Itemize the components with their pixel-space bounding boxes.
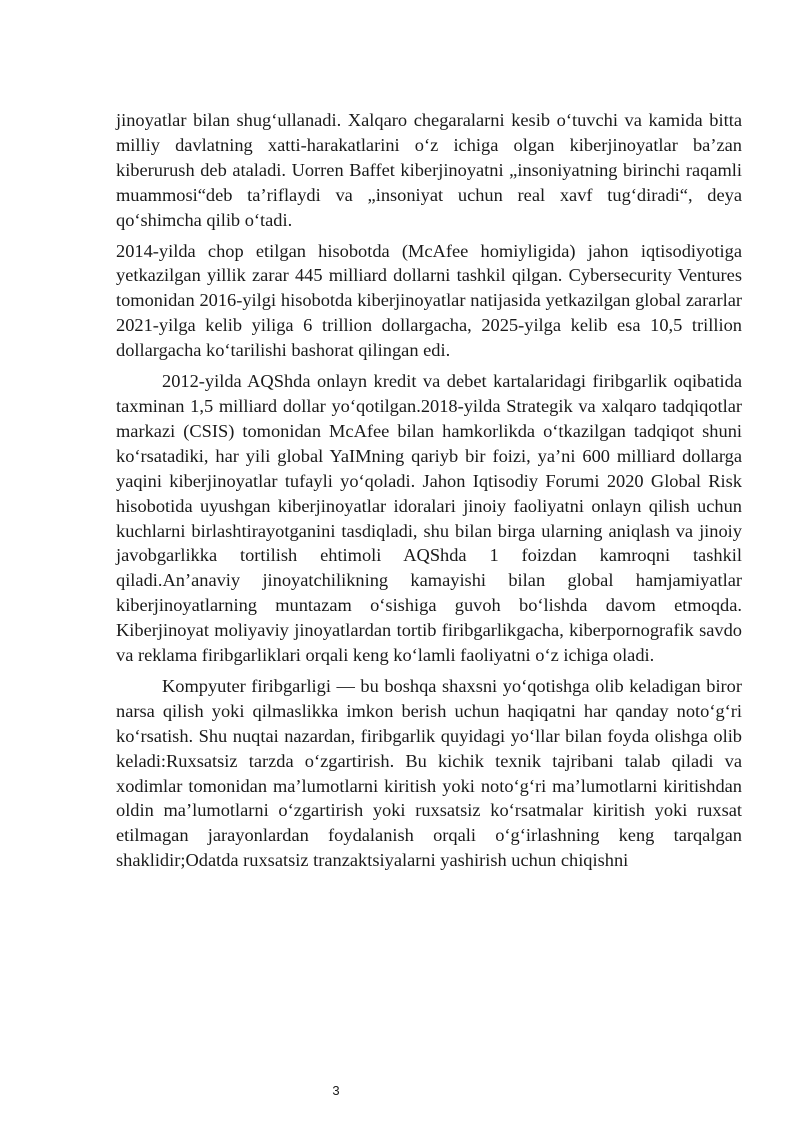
- paragraph-1: jinoyatlar bilan shug‘ullanadi. Xalqaro chegaralarni kesib o‘tuvchi va kamida bitta milliy davlatning xatti-harakatlarini o‘z ichiga olgan kiberjinoyatlar ba’zan kiberurush deb ataladi. Uorren Baffet kiberjinoyatni „insoniyatning birinchi raqamli muammosi“deb ta’riflaydi va „insoniyat uchun real xavf tug‘diradi“, deya qo‘shimcha qilib o‘tadi.: [116, 110, 742, 230]
- paragraph-4: Kompyuter firibgarligi — bu boshqa shaxsni yo‘qotishga olib keladigan biror narsa qilish yoki qilmaslikka imkon berish uchun haqiqatni har qanday noto‘g‘ri ko‘rsatish. Shu nuqtai nazardan, firibgarlik quyidagi yo‘llar bilan foyda olishga olib keladi:Ruxsatsiz tarzda o‘zgartirish. Bu kichik texnik tajribani talab qiladi va xodimlar tomonidan ma’lumotlarni kiritish yoki noto‘g‘ri ma’lumotlarni kiritishdan oldin ma’lumotlarni o‘zgartirish yoki ruxsatsiz ko‘rsatmalar kiritish yoki ruxsat etilmagan jarayonlardan foydalanish orqali o‘g‘irlashning keng tarqalgan shaklidir;Odatda ruxsatsiz tranzaktsiyalarni yashirish uchun chiqishni: [116, 675, 742, 871]
- paragraph-2: 2014-yilda chop etilgan hisobotda (McAfee homiyligida) jahon iqtisodiyotiga yetkazilgan yillik zarar 445 milliard dollarni tashkil qilgan. Cybersecurity Ventures tomonidan 2016-yilgi hisobotda kiberjinoyatlar natijasida yetkazilgan global zararlar 2021-yilga kelib yiliga 6 trillion dollargacha, 2025-yilga kelib esa 10,5 trillion dollargacha ko‘tarilishi bashorat qilingan edi.: [116, 240, 742, 361]
- page-number: 3: [332, 1083, 340, 1098]
- document-page: [116, 108, 742, 873]
- paragraph-3: 2012-yilda AQShda onlayn kredit va debet kartalaridagi firibgarlik oqibatida taxminan 1,5 milliard dollar yo‘qotilgan.2018-yilda Strategik va xalqaro tadqiqotlar markazi (CSIS) tomonidan McAfee bilan hamkorlikda o‘tkazilgan tadqiqot shuni ko‘rsatadiki, har yili global YaIMning qariyb bir foizi, ya’ni 600 milliard dollarga yaqini kiberjinoyatlar tufayli yo‘qoladi. Jahon Iqtisodiy Forumi 2020 Global Risk hisobotida uyushgan kiberjinoyatlar idoralari jinoiy faoliyatni onlayn qilish uchun kuchlarni birlashtirayotganini tasdiqladi, shu bilan birga ularning aniqlash va jinoiy javobgarlikka tortilish ehtimoli AQShda 1 foizdan kamroqni tashkil qiladi.An’anaviy jinoyatchilikning kamayishi bilan global hamjamiyatlar kiberjinoyatlarning muntazam o‘sishiga guvoh bo‘lishda davom etmoqda. Kiberjinoyat moliyaviy jinoyatlardan tortib firibgarlikgacha, kiberpornografik savdo va reklama firibgarliklari orqali keng ko‘lamli faoliyatni o‘z ichiga oladi.: [116, 371, 742, 666]
